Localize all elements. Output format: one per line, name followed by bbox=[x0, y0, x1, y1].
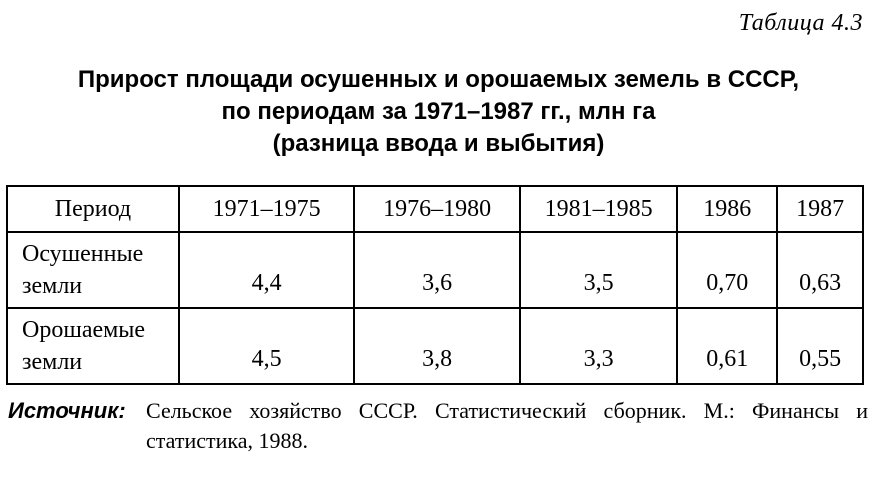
row-label-line: Осушенные bbox=[22, 241, 144, 267]
title-line-2: по периодам за 1971–1987 гг., млн га bbox=[221, 98, 656, 125]
table-cell: 3,5 bbox=[520, 232, 678, 308]
table-row-drained bbox=[7, 232, 863, 308]
header-1976-1980: 1976–1980 bbox=[354, 186, 520, 232]
table-cell: 0,55 bbox=[777, 308, 863, 384]
header-1986: 1986 bbox=[677, 186, 777, 232]
table-title bbox=[0, 64, 877, 160]
table-number: Таблица 4.3 bbox=[738, 10, 863, 36]
table-cell: 4,5 bbox=[179, 308, 354, 384]
row-label-irrigated bbox=[7, 308, 179, 384]
table-cell: 3,3 bbox=[520, 308, 678, 384]
title-line-3: (разница ввода и выбытия) bbox=[272, 130, 605, 157]
row-label-line: земли bbox=[22, 349, 83, 375]
header-period: Период bbox=[7, 186, 179, 232]
table-cell: 3,6 bbox=[354, 232, 520, 308]
header-1971-1975: 1971–1975 bbox=[179, 186, 354, 232]
row-label-drained bbox=[7, 232, 179, 308]
table-row-irrigated bbox=[7, 308, 863, 384]
table-cell: 0,61 bbox=[677, 308, 777, 384]
title-line-1: Прирост площади осушенных и орошаемых земель в СССР, bbox=[77, 66, 800, 93]
source-text: Сельское хозяйство СССР. Статистический сборник. М.: Финансы и статистика, 1988. bbox=[146, 398, 868, 453]
row-label-line: земли bbox=[22, 273, 83, 299]
source-note bbox=[8, 396, 868, 456]
data-table bbox=[6, 185, 864, 385]
header-1981-1985: 1981–1985 bbox=[520, 186, 678, 232]
table-cell: 0,63 bbox=[777, 232, 863, 308]
header-1987: 1987 bbox=[777, 186, 863, 232]
table-cell: 4,4 bbox=[179, 232, 354, 308]
source-label: Источник: bbox=[8, 398, 126, 423]
table-cell: 3,8 bbox=[354, 308, 520, 384]
header-row bbox=[7, 186, 863, 232]
row-label-line: Орошаемые bbox=[22, 317, 146, 343]
table-cell: 0,70 bbox=[677, 232, 777, 308]
